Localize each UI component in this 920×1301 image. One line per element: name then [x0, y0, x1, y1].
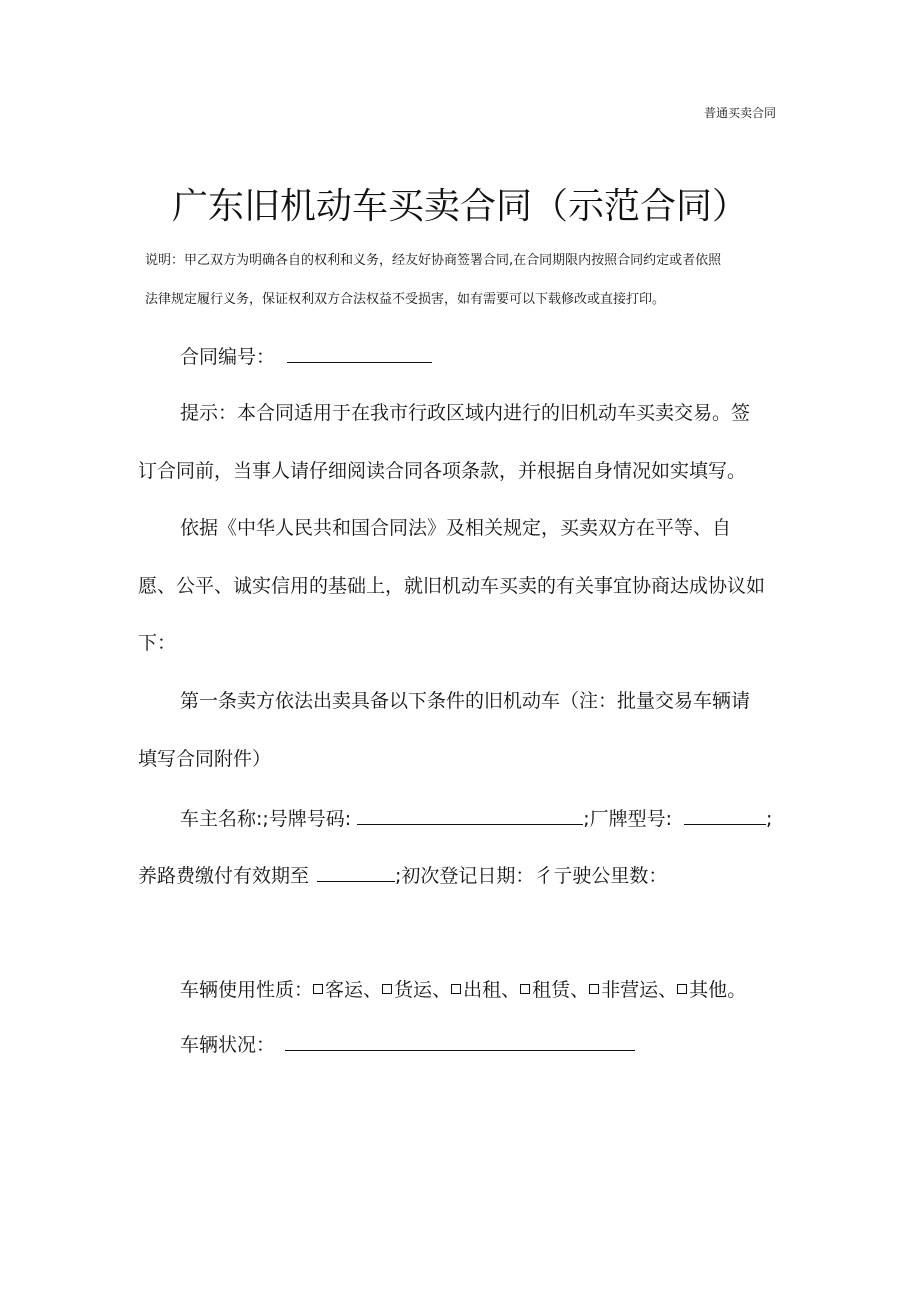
article1-line-2: 填写合同附件）: [138, 748, 272, 770]
tip-line-1: 提示：本合同适用于在我市行政区域内进行的旧机动车买卖交易。签: [180, 402, 751, 424]
usage-line: [180, 975, 746, 1002]
road-fee-blank[interactable]: [317, 863, 395, 882]
registration-mileage-label: ;初次登记日期：彳亍驶公里数：: [395, 865, 668, 887]
basis-line-2: 愿、公平、诚实信用的基础上，就旧机动车买卖的有关事宜协商达成协议如: [138, 575, 766, 597]
checkbox-lease[interactable]: [520, 984, 530, 994]
usage-option-non-commercial: 非营运: [601, 979, 659, 1001]
checkbox-other[interactable]: [677, 984, 687, 994]
basis-line-1: 依据《中华人民共和国合同法》及相关规定，买卖双方在平等、自: [180, 517, 732, 539]
checkbox-non-commercial[interactable]: [589, 984, 599, 994]
header-doc-type: 普通买卖合同: [704, 106, 777, 120]
checkbox-freight[interactable]: [382, 984, 392, 994]
contract-number-blank[interactable]: [287, 344, 432, 363]
vehicle-status-blank[interactable]: [285, 1032, 635, 1051]
basis-line-3: 下：: [138, 632, 177, 654]
usage-option-lease: 租赁: [532, 979, 571, 1001]
usage-sep: 、: [363, 979, 383, 1001]
model-label: ;厂牌型号:: [583, 808, 673, 830]
checkbox-passenger[interactable]: [313, 984, 323, 994]
intro-line-2: 法律规定履行义务，保证权利双方合法权益不受损害，如有需要可以下载修改或直接打印。: [145, 292, 666, 307]
model-blank[interactable]: [684, 806, 766, 825]
usage-option-other: 其他: [689, 979, 728, 1001]
vehicle-fields-line-2: [138, 861, 667, 888]
usage-end: 。: [727, 979, 747, 1001]
vehicle-fields-line-1: [180, 804, 772, 831]
vehicle-status-label: 车辆状况：: [180, 1034, 276, 1056]
end-semicolon: ;: [766, 808, 773, 830]
road-fee-label: 养路费缴付有效期至: [138, 865, 310, 887]
page-title: 广东旧机动车买卖合同（示范合同）: [171, 186, 748, 227]
usage-option-freight: 货运: [394, 979, 433, 1001]
contract-number-label: 合同编号：: [180, 346, 276, 368]
usage-sep: 、: [432, 979, 452, 1001]
usage-sep: 、: [570, 979, 590, 1001]
checkbox-taxi[interactable]: [451, 984, 461, 994]
intro-line-1: 说明：甲乙双方为明确各自的权利和义务，经友好协商签署合同,在合同期限内按照合同约定或者依照: [145, 253, 722, 268]
usage-sep: 、: [658, 979, 678, 1001]
contract-number-line: [180, 342, 432, 369]
usage-option-passenger: 客运: [325, 979, 364, 1001]
article1-line-1: 第一条卖方依法出卖具备以下条件的旧机动车（注：批量交易车辆请: [180, 690, 751, 712]
usage-option-taxi: 出租: [463, 979, 502, 1001]
plate-number-blank[interactable]: [357, 806, 583, 825]
tip-line-2: 订合同前，当事人请仔细阅读合同各项条款，并根据自身情况如实填写。: [138, 460, 747, 482]
usage-label: 车辆使用性质：: [180, 979, 314, 1001]
owner-plate-label: 车主名称:;号牌号码:: [180, 808, 352, 830]
usage-sep: 、: [501, 979, 521, 1001]
vehicle-status-line: [180, 1030, 635, 1057]
